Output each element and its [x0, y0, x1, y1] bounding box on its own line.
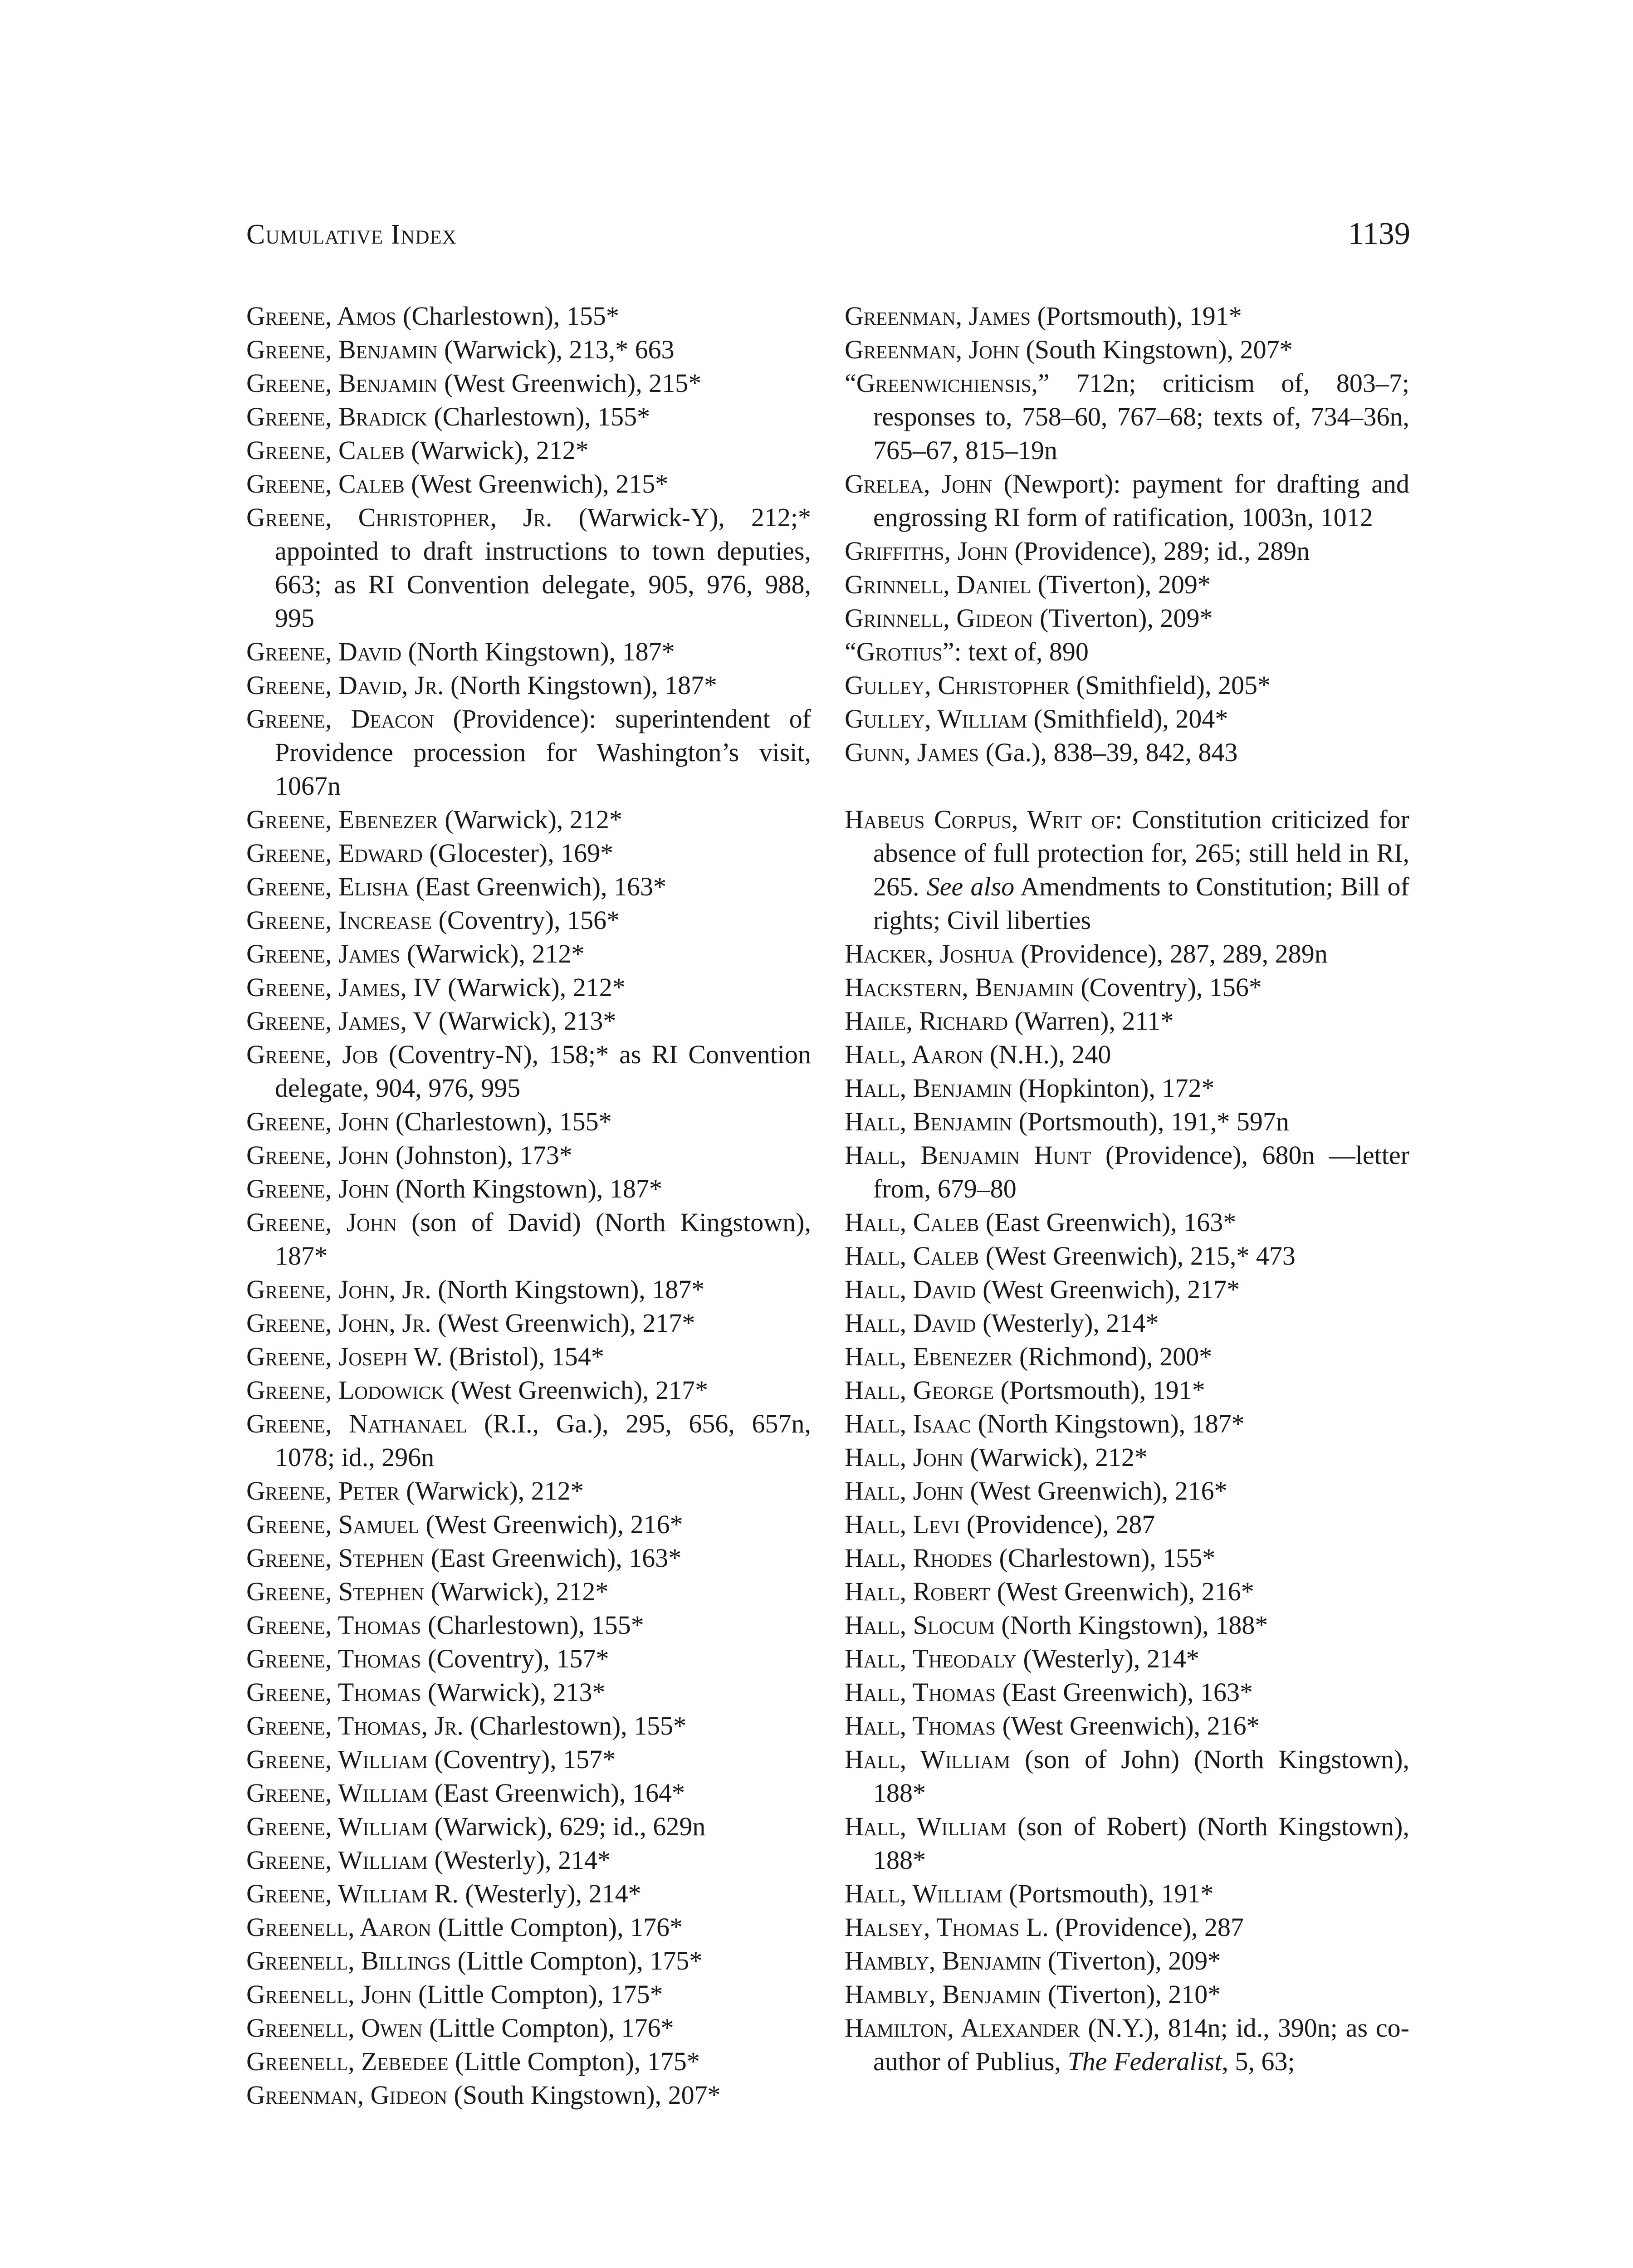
entry-headword: Greene, Caleb	[246, 469, 405, 499]
running-head: Cumulative Index	[246, 219, 457, 250]
index-entry	[845, 1709, 1409, 1743]
entry-text: (son of John) (North Kingstown), 188*	[873, 1745, 1409, 1808]
entry-headword: Greene, Thomas	[246, 1677, 421, 1707]
entry-text: (Tiverton), 209*	[1033, 603, 1213, 633]
entry-headword: Greene, Samuel	[246, 1510, 419, 1539]
index-entry	[845, 534, 1409, 568]
entry-text: (Coventry), 157*	[428, 1745, 616, 1774]
index-entry	[845, 1877, 1409, 1911]
entry-headword: Greene, James, IV	[246, 973, 441, 1002]
entry-text: (Warwick), 629; id., 629n	[428, 1812, 706, 1841]
index-entry	[246, 367, 811, 400]
index-entry	[845, 1340, 1409, 1374]
entry-headword: Habeus Corpus, Writ of	[845, 805, 1115, 834]
entry-headword: Greenman, John	[845, 335, 1020, 364]
entry-headword: “Greenwichiensis,”	[845, 368, 1050, 398]
entry-text: (Westerly), 214*	[428, 1845, 611, 1875]
entry-text: (Smithfield), 204*	[1027, 704, 1228, 733]
entry-text: (Warwick), 213*	[432, 1006, 616, 1036]
entry-headword: Hall, Isaac	[845, 1409, 972, 1438]
entry-headword: Gunn, James	[845, 738, 979, 767]
index-entry	[845, 1508, 1409, 1541]
entry-text: (Little Compton), 176*	[422, 2013, 674, 2043]
entry-text-tail: , 5, 63;	[1222, 2047, 1295, 2076]
index-entry	[845, 803, 1409, 937]
index-entry	[845, 1944, 1409, 1978]
index-entry	[845, 1743, 1409, 1810]
entry-headword: Greene, Amos	[246, 301, 396, 331]
entry-headword: Greenell, Billings	[246, 1946, 451, 1975]
index-entry	[845, 1608, 1409, 1642]
index-entry	[845, 1139, 1409, 1206]
index-entry	[845, 1441, 1409, 1474]
entry-text: (Little Compton), 176*	[431, 1912, 683, 1942]
entry-text: (Ga.), 838–39, 842, 843	[979, 738, 1238, 767]
index-entry	[246, 2078, 811, 2112]
entry-headword: Hall, Caleb	[845, 1207, 979, 1237]
index-entry	[845, 1407, 1409, 1441]
entry-headword: Greene, Edward	[246, 838, 423, 868]
entry-headword: Greene, James	[246, 939, 401, 968]
index-entry	[246, 1139, 811, 1172]
entry-text: (South Kingstown), 207*	[447, 2080, 721, 2110]
entry-text: (son of David) (North Kingstown), 187*	[275, 1207, 811, 1271]
entry-headword: Hall, David	[845, 1275, 976, 1304]
entry-headword: Gulley, Christopher	[845, 670, 1070, 700]
entry-headword: Hamilton, Alexander	[845, 2013, 1080, 2043]
index-entry	[246, 937, 811, 971]
entry-headword: Hall, Benjamin	[845, 1073, 1012, 1103]
index-entry	[246, 1374, 811, 1407]
entry-headword: Hall, Theodaly	[845, 1644, 1017, 1673]
index-entry	[246, 1206, 811, 1273]
index-entry	[246, 1776, 811, 1810]
entry-headword: Greenell, Owen	[246, 2013, 423, 2043]
index-entry	[246, 1709, 811, 1743]
entry-headword: Hall, Thomas	[845, 1711, 996, 1740]
index-entry	[845, 1273, 1409, 1306]
entry-text: R. (Westerly), 214*	[428, 1879, 641, 1908]
entry-headword: Hambly, Benjamin	[845, 1980, 1041, 2009]
entry-headword: Halsey, Thomas	[845, 1912, 1020, 1942]
index-entry	[845, 1105, 1409, 1139]
entry-text: (N.Y.), 814n; id., 390n; as co-author of Publius,	[873, 2013, 1409, 2076]
index-entry	[246, 400, 811, 434]
entry-headword: Greene, William	[246, 1879, 428, 1908]
index-entry	[845, 467, 1409, 534]
index-entry	[246, 1407, 811, 1474]
entry-text: (West Greenwich), 216*	[990, 1577, 1254, 1606]
entry-headword: Greene, Increase	[246, 905, 432, 935]
index-entry	[246, 669, 811, 702]
entry-headword: Greenman, Gideon	[246, 2080, 448, 2110]
entry-headword: Greene, John	[246, 1107, 389, 1136]
entry-text: (Warwick), 212*	[963, 1442, 1148, 1472]
entry-headword: Gulley, William	[845, 704, 1027, 733]
index-entry	[246, 1911, 811, 1944]
entry-headword: Greenell, Zebedee	[246, 2047, 449, 2076]
entry-text: (Portsmouth), 191,* 597n	[1012, 1107, 1289, 1136]
entry-headword: Greene, Elisha	[246, 872, 410, 901]
entry-text: (Charlestown), 155*	[389, 1107, 612, 1136]
entry-headword: Hall, Slocum	[845, 1610, 995, 1640]
index-entry	[246, 467, 811, 501]
index-entry	[845, 601, 1409, 635]
entry-headword: Greene, James, V	[246, 1006, 432, 1036]
index-entry	[845, 702, 1409, 736]
entry-text: (Providence), 287, 289, 289n	[1014, 939, 1328, 968]
entry-headword: Greenman, James	[845, 301, 1031, 331]
entry-text: (Tiverton), 209*	[1041, 1946, 1221, 1975]
index-entry	[246, 1508, 811, 1541]
entry-headword: Hall, David	[845, 1308, 976, 1338]
index-entry	[246, 501, 811, 635]
entry-text: (West Greenwich), 215*	[437, 368, 702, 398]
entry-text: (North Kingstown), 187*	[431, 1275, 705, 1304]
entry-headword: Greene, Stephen	[246, 1543, 425, 1573]
entry-text: (Warwick), 212*	[438, 805, 622, 834]
entry-text: (Tiverton), 209*	[1031, 570, 1211, 599]
entry-text: (South Kingstown), 207*	[1019, 335, 1293, 364]
entry-text: (Charlestown), 155*	[427, 402, 650, 431]
entry-headword: Greene, Ebenezer	[246, 805, 438, 834]
index-entry	[246, 1172, 811, 1206]
entry-headword: Greenell, Aaron	[246, 1912, 431, 1942]
entry-headword: Greene, David, Jr.	[246, 670, 444, 700]
entry-headword: Greene, Thomas, Jr.	[246, 1711, 464, 1740]
index-entry	[845, 1810, 1409, 1877]
index-entry	[845, 1541, 1409, 1575]
entry-text: (Warwick-Y), 212;* appointed to draft instructions to town deputies, 663; as RI Convention delegate, 905, 976, 988, 995	[275, 503, 811, 633]
index-entry	[845, 736, 1409, 769]
index-entry	[246, 1038, 811, 1105]
entry-text: (Providence), 289; id., 289n	[1008, 536, 1310, 566]
entry-text: (Warwick), 212*	[441, 973, 626, 1002]
index-entry	[246, 2011, 811, 2045]
index-entry	[246, 1340, 811, 1374]
entry-headword: Hall, William	[845, 1745, 1011, 1774]
entry-headword: Hall, William	[845, 1812, 1007, 1841]
index-entry	[246, 1105, 811, 1139]
index-entry	[246, 2045, 811, 2078]
entry-text: (Providence): superintendent of Providence procession for Washington’s visit, 1067n	[275, 704, 811, 801]
entry-text: (R.I., Ga.), 295, 656, 657n, 1078; id., 296n	[275, 1409, 811, 1472]
entry-headword: Hall, John	[845, 1442, 963, 1472]
index-entry	[246, 1642, 811, 1676]
entry-headword: Grinnell, Daniel	[845, 570, 1032, 599]
entry-headword: Greene, John	[246, 1140, 389, 1170]
entry-text: (Coventry-N), 158;* as RI Convention delegate, 904, 976, 995	[275, 1040, 811, 1103]
entry-headword: Greenell, John	[246, 1980, 412, 2009]
entry-text: (Portsmouth), 191*	[1031, 301, 1242, 331]
entry-text: (West Greenwich), 217*	[444, 1375, 709, 1405]
page-number: 1139	[1348, 216, 1410, 251]
index-entry	[845, 971, 1409, 1004]
entry-headword: Greene, William	[246, 1745, 428, 1774]
entry-headword: Grelea, John	[845, 469, 993, 499]
entry-headword: Greene, Peter	[246, 1476, 400, 1505]
entry-text: (West Greenwich), 215,* 473	[979, 1241, 1296, 1271]
entry-text: (Coventry), 156*	[432, 905, 620, 935]
entry-text: (East Greenwich), 163*	[409, 872, 667, 901]
entry-headword: “Grotius”	[845, 637, 954, 666]
entry-headword: Hall, Ebenezer	[845, 1342, 1013, 1371]
entry-text: (North Kingstown), 187*	[401, 637, 675, 666]
entry-text: (North Kingstown), 187*	[444, 670, 717, 700]
index-entry	[845, 568, 1409, 601]
entry-headword: Greene, Benjamin	[246, 335, 438, 364]
entry-text: : text of, 890	[954, 637, 1089, 666]
entry-text: (Warwick), 212*	[400, 939, 585, 968]
entry-text: (Westerly), 214*	[976, 1308, 1159, 1338]
index-entry	[246, 1608, 811, 1642]
entry-headword: Greene, John	[246, 1174, 389, 1203]
index-entry	[845, 299, 1409, 333]
index-entry	[246, 870, 811, 904]
entry-text: (Warwick), 212*	[424, 1577, 609, 1606]
entry-headword: Greene, Thomas	[246, 1610, 421, 1640]
index-entry	[246, 1004, 811, 1038]
index-entry	[246, 1676, 811, 1709]
entry-text: (West Greenwich), 215*	[404, 469, 669, 499]
entry-text: (Warren), 211*	[1008, 1006, 1174, 1036]
entry-text: (Portsmouth), 191*	[994, 1375, 1205, 1405]
entry-italic: The Federalist	[1067, 2047, 1222, 2076]
entry-headword: Hall, Benjamin Hunt	[845, 1140, 1091, 1170]
entry-text: (West Greenwich), 217*	[976, 1275, 1240, 1304]
index-entry	[845, 1038, 1409, 1071]
index-entry	[246, 836, 811, 870]
index-entry	[845, 1575, 1409, 1608]
entry-text: (son of Robert) (North Kingstown), 188*	[873, 1812, 1409, 1875]
index-entry	[845, 1071, 1409, 1105]
index-entry	[246, 299, 811, 333]
entry-text: (Newport): payment for drafting and engrossing RI form of ratification, 1003n, 1012	[873, 469, 1410, 532]
entry-headword: Greene, Caleb	[246, 435, 405, 465]
entry-text: (Little Compton), 175*	[448, 2047, 700, 2076]
index-entry	[246, 702, 811, 803]
index-entry	[845, 1374, 1409, 1407]
entry-text: (Tiverton), 210*	[1041, 1980, 1221, 2009]
entry-text: 712n; criticism of, 803–7; responses to, 758–60, 767–68; texts of, 734–36n, 765–67, 815–19n	[873, 368, 1409, 465]
entry-text: (Portsmouth), 191*	[1002, 1879, 1214, 1908]
entry-headword: Hall, Benjamin	[845, 1107, 1012, 1136]
index-entry	[845, 1676, 1409, 1709]
entry-text: (Coventry), 156*	[1074, 973, 1262, 1002]
index-entry	[845, 1642, 1409, 1676]
entry-headword: Greene, William	[246, 1812, 428, 1841]
index-entry	[246, 434, 811, 467]
entry-headword: Greene, Stephen	[246, 1577, 425, 1606]
entry-headword: Hackstern, Benjamin	[845, 973, 1074, 1002]
index-entry	[246, 904, 811, 937]
index-entry	[845, 1206, 1409, 1239]
entry-headword: Greene, Thomas	[246, 1644, 421, 1673]
entry-headword: Hall, John	[845, 1476, 963, 1505]
entry-text: W. (Bristol), 154*	[407, 1342, 604, 1371]
entry-headword: Greene, John, Jr.	[246, 1275, 431, 1304]
index-entry	[845, 669, 1409, 702]
index-entry	[845, 1474, 1409, 1508]
entry-text: (West Greenwich), 216*	[419, 1510, 683, 1539]
entry-text: (Little Compton), 175*	[411, 1980, 663, 2009]
entry-italic: See also	[926, 872, 1015, 901]
entry-text: (Providence), 680n —letter from, 679–80	[873, 1140, 1409, 1203]
entry-text: (Charlestown), 155*	[463, 1711, 687, 1740]
index-entry	[246, 1978, 811, 2011]
entry-text: (Charlestown), 155*	[421, 1610, 644, 1640]
entry-headword: Haile, Richard	[845, 1006, 1008, 1036]
entry-text: (Hopkinton), 172*	[1012, 1073, 1215, 1103]
entry-headword: Hall, William	[845, 1879, 1002, 1908]
index-entry	[246, 1273, 811, 1306]
entry-headword: Greene, David	[246, 637, 402, 666]
entry-text: (Glocester), 169*	[422, 838, 614, 868]
index-entry	[246, 333, 811, 367]
entry-text: (North Kingstown), 187*	[971, 1409, 1245, 1438]
entry-text: (East Greenwich), 163*	[424, 1543, 682, 1573]
entry-headword: Greene, Deacon	[246, 704, 434, 733]
index-entry	[246, 1810, 811, 1843]
index-column-right	[845, 299, 1409, 2078]
page-header	[246, 216, 1410, 261]
index-entry	[246, 1474, 811, 1508]
entry-text: : Constitution criticized for absence of full protection for, 265; still held in RI, 265.	[873, 805, 1409, 901]
index-entry	[246, 1843, 811, 1877]
index-entry	[246, 1575, 811, 1608]
entry-text: (Warwick), 213,* 663	[437, 335, 675, 364]
index-entry	[845, 1911, 1409, 1944]
index-entry	[845, 635, 1409, 669]
index-entry	[246, 635, 811, 669]
entry-text: (Warwick), 213*	[421, 1677, 606, 1707]
index-entry	[246, 1306, 811, 1340]
entry-headword: Greene, Nathanael	[246, 1409, 467, 1438]
index-entry	[246, 1877, 811, 1911]
entry-text: (East Greenwich), 163*	[979, 1207, 1237, 1237]
entry-text: (West Greenwich), 216*	[963, 1476, 1227, 1505]
entry-headword: Greene, John, Jr.	[246, 1308, 431, 1338]
index-entry	[246, 1541, 811, 1575]
entry-text: (East Greenwich), 164*	[428, 1778, 685, 1808]
index-entry	[845, 367, 1409, 467]
entry-headword: Hall, George	[845, 1375, 994, 1405]
entry-text: (North Kingstown), 187*	[389, 1174, 662, 1203]
index-entry	[246, 803, 811, 836]
entry-headword: Greene, Joseph	[246, 1342, 408, 1371]
entry-headword: Hall, Rhodes	[845, 1543, 993, 1573]
entry-headword: Greene, William	[246, 1845, 428, 1875]
entry-headword: Hall, Caleb	[845, 1241, 979, 1271]
entry-text: (N.H.), 240	[983, 1040, 1111, 1069]
entry-headword: Griffiths, John	[845, 536, 1008, 566]
entry-text-tail: Amendments to Constitution; Bill of rights; Civil liberties	[873, 872, 1409, 935]
entry-text: (Providence), 287	[960, 1510, 1155, 1539]
entry-headword: Hacker, Joshua	[845, 939, 1014, 968]
index-entry	[845, 2011, 1409, 2078]
index-entry	[845, 333, 1409, 367]
entry-headword: Greene, Bradick	[246, 402, 427, 431]
entry-headword: Greene, Job	[246, 1040, 378, 1069]
index-entry	[845, 1978, 1409, 2011]
index-entry	[246, 1944, 811, 1978]
entry-headword: Hall, Robert	[845, 1577, 991, 1606]
entry-text: (Coventry), 157*	[421, 1644, 609, 1673]
entry-text: (West Greenwich), 216*	[996, 1711, 1260, 1740]
entry-headword: Greene, Christopher, Jr.	[246, 503, 552, 532]
entry-text: (Warwick), 212*	[399, 1476, 584, 1505]
index-column-left	[246, 299, 811, 2112]
index-entry	[246, 1743, 811, 1776]
entry-text: (Richmond), 200*	[1012, 1342, 1213, 1371]
entry-headword: Grinnell, Gideon	[845, 603, 1033, 633]
entry-text: (East Greenwich), 163*	[996, 1677, 1253, 1707]
entry-text: (Warwick), 212*	[404, 435, 589, 465]
entry-text: (Smithfield), 205*	[1070, 670, 1271, 700]
entry-headword: Hall, Aaron	[845, 1040, 983, 1069]
entry-text: (North Kingstown), 188*	[994, 1610, 1268, 1640]
entry-text: (Charlestown), 155*	[396, 301, 619, 331]
index-entry	[845, 1004, 1409, 1038]
entry-headword: Greene, Lodowick	[246, 1375, 445, 1405]
entry-text: (Johnston), 173*	[389, 1140, 572, 1170]
entry-headword: Hambly, Benjamin	[845, 1946, 1041, 1975]
index-entry	[845, 937, 1409, 971]
entry-text: (Westerly), 214*	[1017, 1644, 1199, 1673]
index-entry	[845, 1306, 1409, 1340]
entry-headword: Greene, William	[246, 1778, 428, 1808]
index-entry	[246, 971, 811, 1004]
entry-text: (Charlestown), 155*	[992, 1543, 1216, 1573]
entry-headword: Hall, Thomas	[845, 1677, 996, 1707]
entry-text: (West Greenwich), 217*	[431, 1308, 695, 1338]
index-entry	[845, 1239, 1409, 1273]
entry-text: L. (Providence), 287	[1019, 1912, 1244, 1942]
entry-headword: Greene, Benjamin	[246, 368, 438, 398]
entry-text: (Little Compton), 175*	[451, 1946, 703, 1975]
entry-headword: Hall, Levi	[845, 1510, 960, 1539]
entry-headword: Greene, John	[246, 1207, 397, 1237]
